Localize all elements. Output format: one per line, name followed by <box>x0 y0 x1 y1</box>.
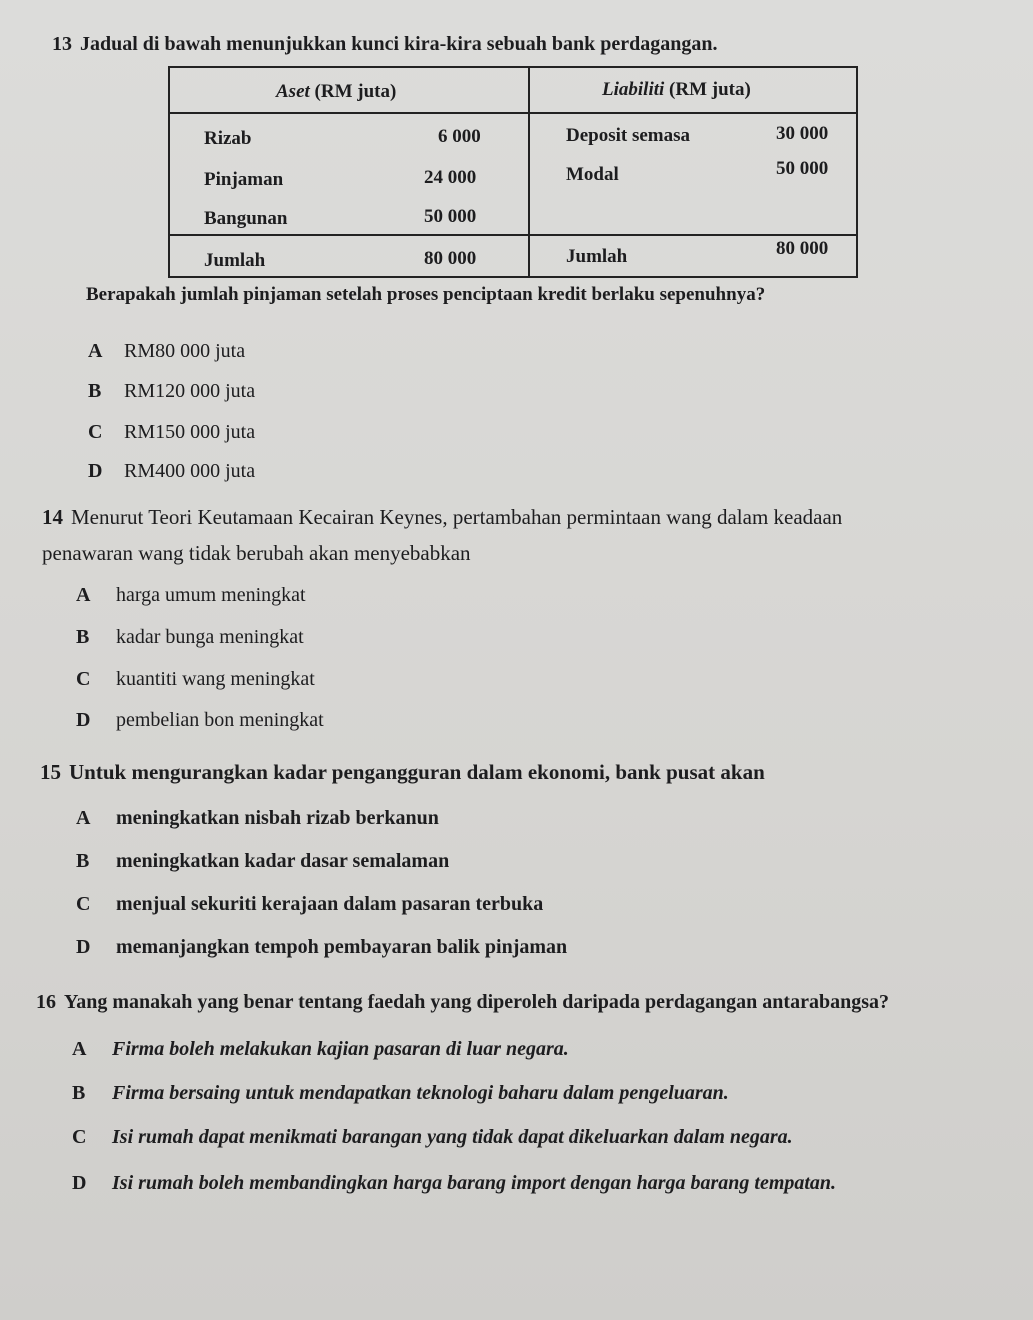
q14-option-b[interactable] <box>76 626 304 649</box>
q15-option-c-text: menjual sekuriti kerajaan dalam pasaran terbuka <box>116 893 544 915</box>
liability-total-label: Jumlah <box>566 246 628 267</box>
q13-option-c-letter: C <box>88 421 103 443</box>
balance-sheet-table <box>168 66 858 278</box>
q14-option-b-text: kadar bunga meningkat <box>116 626 304 648</box>
q15-option-a[interactable] <box>76 807 439 830</box>
q16-option-a[interactable] <box>72 1038 569 1061</box>
question-16-text: Yang manakah yang benar tentang faedah yang diperoleh daripada perdagangan antarabangsa? <box>64 991 889 1013</box>
q16-option-c-text: Isi rumah dapat menikmati barangan yang tidak dapat dikeluarkan dalam negara. <box>112 1126 793 1148</box>
question-16-stem <box>36 990 889 1014</box>
q14-option-c-text: kuantiti wang meningkat <box>116 668 315 690</box>
question-13-stem <box>52 32 717 56</box>
table-header-divider <box>170 112 856 114</box>
q14-option-d-letter: D <box>76 709 91 731</box>
assets-header-unit: (RM juta) <box>314 81 397 102</box>
q15-option-a-letter: A <box>76 807 91 829</box>
q13-option-b[interactable] <box>88 380 255 403</box>
q14-option-c[interactable] <box>76 668 315 691</box>
question-14-text-line1: Menurut Teori Keutamaan Kecairan Keynes, pertambahan permintaan wang dalam keadaan <box>71 505 843 529</box>
q14-option-a[interactable] <box>76 584 306 607</box>
q14-option-c-letter: C <box>76 668 91 690</box>
assets-header-italic: Aset <box>276 81 310 102</box>
question-16-number: 16 <box>36 991 56 1013</box>
asset-value-rizab: 6 000 <box>438 126 481 147</box>
question-13-number: 13 <box>52 33 72 55</box>
q15-option-b[interactable] <box>76 850 449 873</box>
question-15-text: Untuk mengurangkan kadar pengangguran dalam ekonomi, bank pusat akan <box>69 760 765 784</box>
q14-option-a-letter: A <box>76 584 91 606</box>
q13-option-c[interactable] <box>88 421 255 444</box>
q13-option-c-text: RM150 000 juta <box>124 421 256 443</box>
question-13-text: Jadual di bawah menunjukkan kunci kira-kira sebuah bank perdagangan. <box>80 33 718 55</box>
asset-label-rizab: Rizab <box>204 128 252 149</box>
table-column-divider <box>528 68 530 276</box>
q13-option-d-text: RM400 000 juta <box>124 460 256 482</box>
asset-label-bangunan: Bangunan <box>204 208 288 229</box>
table-total-divider <box>170 234 856 236</box>
liabilities-header-unit: (RM juta) <box>669 79 751 100</box>
q15-option-a-text: meningkatkan nisbah rizab berkanun <box>116 807 439 829</box>
q14-option-d[interactable] <box>76 709 324 732</box>
q15-option-c-letter: C <box>76 893 91 915</box>
question-14-number: 14 <box>42 505 63 529</box>
question-13-prompt: Berapakah jumlah pinjaman setelah proses penciptaan kredit berlaku sepenuhnya? <box>86 284 766 305</box>
liabilities-header <box>602 79 751 101</box>
q14-option-b-letter: B <box>76 626 90 648</box>
q15-option-d[interactable] <box>76 936 567 959</box>
q15-option-c[interactable] <box>76 893 543 916</box>
question-15-stem <box>40 760 765 785</box>
q16-option-b-text: Firma bersaing untuk mendapatkan teknologi baharu dalam pengeluaran. <box>112 1082 729 1104</box>
q13-option-b-letter: B <box>88 380 102 402</box>
asset-total-label: Jumlah <box>204 250 266 271</box>
assets-header <box>276 81 396 103</box>
liability-label-modal: Modal <box>566 164 619 185</box>
q13-option-d-letter: D <box>88 460 103 482</box>
question-14-stem-line2: penawaran wang tidak berubah akan menyebabkan <box>42 541 471 565</box>
q16-option-d[interactable] <box>72 1172 836 1195</box>
q15-option-d-text: memanjangkan tempoh pembayaran balik pinjaman <box>116 936 568 958</box>
question-14-stem <box>42 505 842 530</box>
liabilities-header-italic: Liabiliti <box>602 79 665 100</box>
q13-option-b-text: RM120 000 juta <box>124 380 256 402</box>
q13-option-a[interactable] <box>88 340 245 363</box>
q16-option-a-letter: A <box>72 1038 87 1060</box>
q16-option-b[interactable] <box>72 1082 729 1105</box>
q16-option-d-letter: D <box>72 1172 87 1194</box>
liability-label-deposit: Deposit semasa <box>566 125 691 146</box>
q16-option-c[interactable] <box>72 1126 793 1149</box>
q14-option-a-text: harga umum meningkat <box>116 584 306 606</box>
q16-option-c-letter: C <box>72 1126 87 1148</box>
q16-option-b-letter: B <box>72 1082 86 1104</box>
q15-option-b-text: meningkatkan kadar dasar semalaman <box>116 850 450 872</box>
q16-option-a-text: Firma boleh melakukan kajian pasaran di luar negara. <box>112 1038 569 1060</box>
q13-option-a-letter: A <box>88 340 103 362</box>
q16-option-d-text: Isi rumah boleh membandingkan harga barang import dengan harga barang tempatan. <box>112 1172 837 1194</box>
q14-option-d-text: pembelian bon meningkat <box>116 709 324 731</box>
liability-value-deposit: 30 000 <box>776 123 829 144</box>
asset-total-value: 80 000 <box>424 248 477 269</box>
q15-option-d-letter: D <box>76 936 91 958</box>
asset-label-pinjaman: Pinjaman <box>204 169 284 190</box>
q13-option-a-text: RM80 000 juta <box>124 340 246 362</box>
liability-total-value: 80 000 <box>776 238 829 259</box>
liability-value-modal: 50 000 <box>776 158 829 179</box>
asset-value-pinjaman: 24 000 <box>424 167 477 188</box>
question-15-number: 15 <box>40 760 61 784</box>
q13-option-d[interactable] <box>88 460 255 483</box>
asset-value-bangunan: 50 000 <box>424 206 477 227</box>
q15-option-b-letter: B <box>76 850 90 872</box>
